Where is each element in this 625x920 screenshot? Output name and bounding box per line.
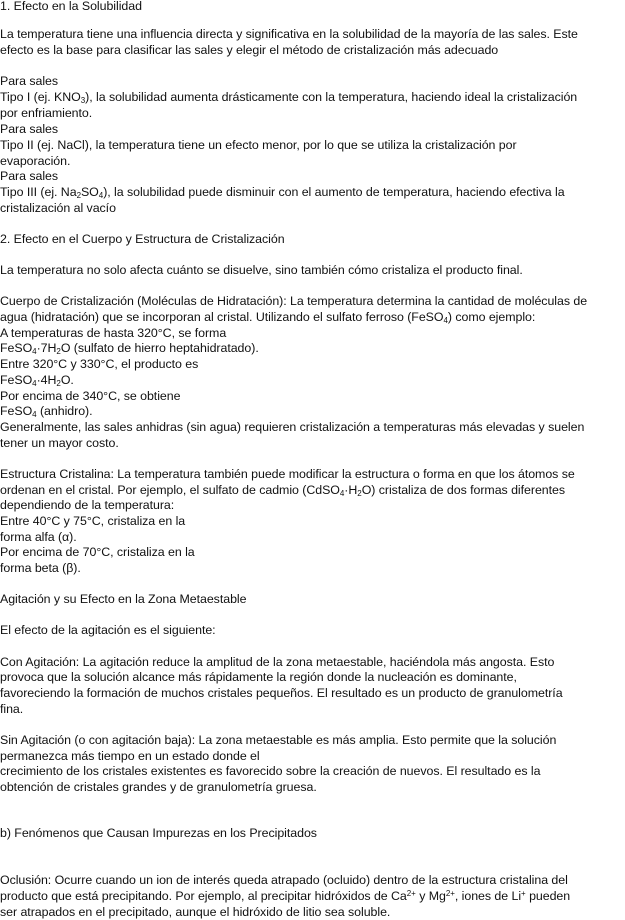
text-line: ordenan en el cristal. Por ejemplo, el sulfato de cadmio $(CdSO_4\cdot H_2O)$ cristaliza de dos formas diferentes	[0, 483, 566, 498]
text-line: Estructura Cristalina: La temperatura también puede modificar la estructura o forma en que los átomos se	[0, 467, 575, 481]
text-line: dependiendo de la temperatura:	[0, 498, 175, 512]
text-line: Por encima de 70°C, cristaliza en la	[0, 545, 195, 559]
text-line: Para sales	[0, 169, 59, 183]
text-line: FeSO$_4$ (anhidro).	[0, 404, 93, 419]
text-line: agua (hidratación) que se incorporan al cristal. Utilizando el sulfato ferroso (FeSO$_4$) como ejemplo:	[0, 310, 536, 325]
text-line: Tipo I (ej. $KNO_3$), la solubilidad aumenta drásticamente con la temperatura, haciendo ideal la cristalización	[0, 90, 578, 105]
text-line: Entre 320°C y 330°C, el producto es	[0, 357, 199, 371]
text-line: forma alfa (α).	[0, 530, 77, 544]
text-line: $FeSO_4\cdot 4H_2O$.	[0, 373, 74, 388]
text-line: b) Fenómenos que Causan Impurezas en los Precipitados	[0, 826, 317, 840]
text-line: Entre 40°C y 75°C, cristaliza en la	[0, 514, 186, 528]
text-line: Para sales	[0, 74, 59, 88]
text-line: $FeSO_4\cdot 7H_2O$ (sulfato de hierro heptahidratado).	[0, 341, 259, 356]
text-line: La temperatura tiene una influencia directa y significativa en la solubilidad de la mayoría de las sales. Este	[0, 27, 578, 41]
text-line: fina.	[0, 702, 24, 716]
text-line: Cuerpo de Cristalización (Moléculas de Hidratación): La temperatura determina la cantidad de moléculas de	[0, 294, 588, 308]
text-line: Sin Agitación (o con agitación baja): La zona metaestable es más amplia. Esto permite que la solución	[0, 733, 557, 747]
text-line: crecimiento de los cristales existentes es favorecido sobre la creación de nuevos. El resultado es la	[0, 764, 541, 778]
text-line: Con Agitación: La agitación reduce la amplitud de la zona metaestable, haciéndola más angosta. Esto	[0, 655, 555, 669]
text-line: producto que está precipitando. Por ejemplo, al precipitar hidróxidos de $Ca^{2+}$ y $Mg^{2+}$, iones de Li+ pueden	[0, 889, 571, 903]
text-line: favoreciendo la formación de muchos cristales pequeños. El resultado es un producto de granulometría	[0, 686, 563, 700]
text-line: efecto es la base para clasificar las sales y elegir el método de cristalización más adecuado	[0, 43, 499, 57]
text-line: A temperaturas de hasta 320°C, se forma	[0, 326, 227, 340]
text-line: Tipo II (ej. NaCl), la temperatura tiene un efecto menor, por lo que se utiliza la cristalización por	[0, 138, 517, 152]
text-line: tener un mayor costo.	[0, 436, 119, 450]
text-line: Oclusión: Ocurre cuando un ion de interés queda atrapado (ocluido) dentro de la estructura cristalina del	[0, 873, 568, 887]
text-line: cristalización al vacío	[0, 201, 116, 215]
text-line: Generalmente, las sales anhidras (sin agua) requieren cristalización a temperaturas más elevadas y suelen	[0, 420, 585, 434]
text-line: Por encima de 340°C, se obtiene	[0, 389, 181, 403]
text-line: Tipo III (ej. $Na_2SO_4$), la solubilidad puede disminuir con el aumento de temperatura, haciendo efectiva la	[0, 185, 565, 200]
text-line: evaporación.	[0, 154, 71, 168]
text-line: provoca que la solución alcance más rápidamente la región donde la nucleación es dominante,	[0, 670, 517, 684]
text-line: Para sales	[0, 122, 59, 136]
text-line: 2. Efecto en el Cuerpo y Estructura de Cristalización	[0, 232, 285, 246]
text-line: por enfriamiento.	[0, 106, 93, 120]
text-line: Agitación y su Efecto en la Zona Metaestable	[0, 592, 247, 606]
text-line: La temperatura no solo afecta cuánto se disuelve, sino también cómo cristaliza el producto final.	[0, 263, 523, 277]
text-line: permanezca más tiempo en un estado donde el	[0, 749, 260, 763]
text-line: obtención de cristales grandes y de granulometría gruesa.	[0, 780, 317, 794]
text-line: 1. Efecto en la Solubilidad	[0, 0, 142, 13]
text-line: ser atrapados en el precipitado, aunque el hidróxido de litio sea soluble.	[0, 905, 391, 919]
text-line: El efecto de la agitación es el siguiente:	[0, 623, 216, 637]
text-line: forma beta (β).	[0, 561, 81, 575]
